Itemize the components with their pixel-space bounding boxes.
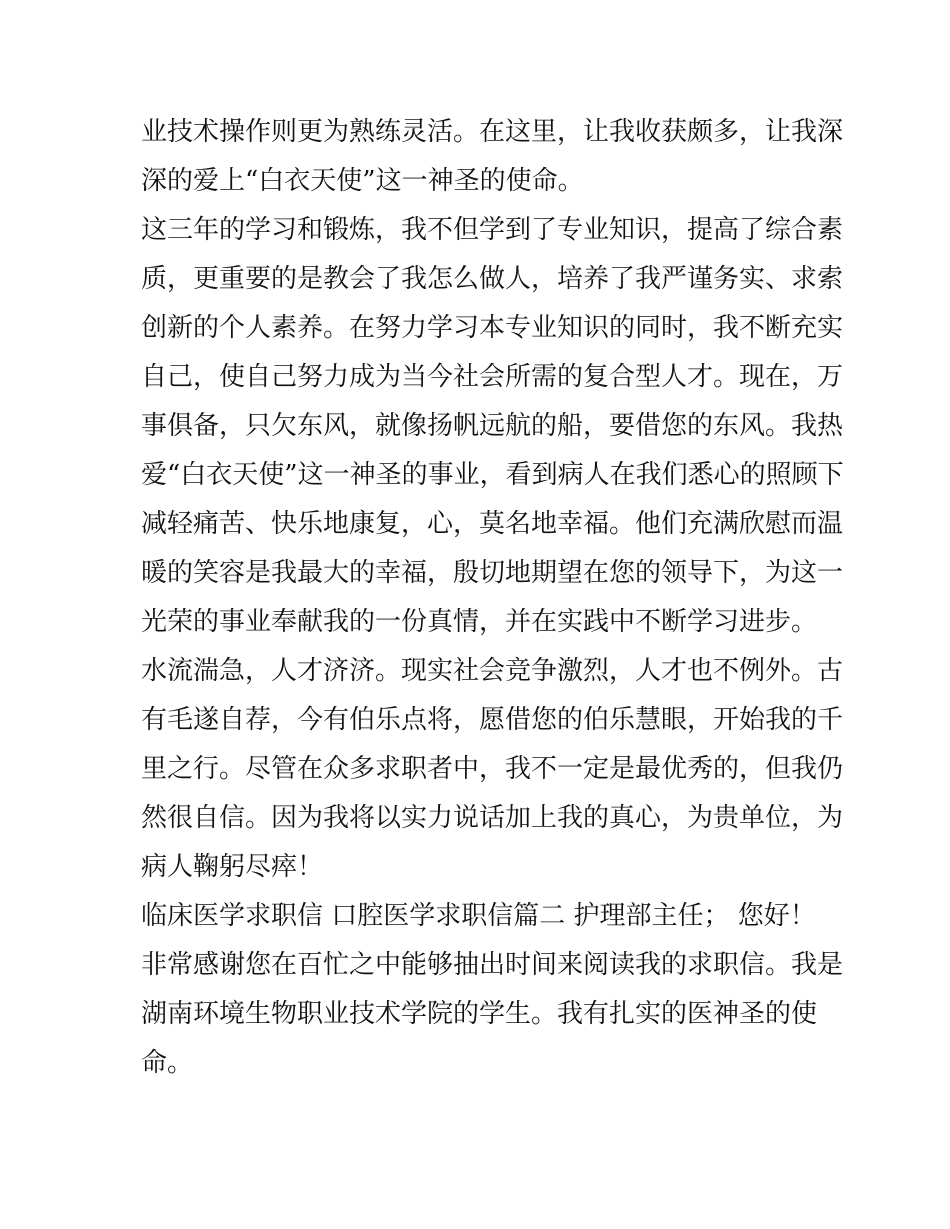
text-line: 创新的个人素养。在努力学习本专业知识的同时，我不断充实 — [141, 313, 844, 343]
text-line: 非常感谢您在百忙之中能够抽出时间来阅读我的求职信。我是 — [141, 950, 844, 980]
section-heading-line: 临床医学求职信 口腔医学求职信篇二 护理部主任； 您好！ — [141, 901, 816, 931]
text-line: 水流湍急，人才济济。现实社会竞争激烈，人才也不例外。古 — [141, 656, 844, 686]
text-line: 湖南环境生物职业技术学院的学生。我有扎实的医神圣的使 — [141, 999, 818, 1029]
text-line: 深的爱上“白衣天使”这一神圣的使命。 — [141, 166, 584, 196]
text-line: 这三年的学习和锻炼，我不但学到了专业知识，提高了综合素 — [141, 215, 844, 245]
text-line: 业技术操作则更为熟练灵活。在这里，让我收获颇多，让我深 — [141, 117, 844, 147]
text-line: 暖的笑容是我最大的幸福，殷切地期望在您的领导下，为这一 — [141, 558, 844, 588]
text-line: 然很自信。因为我将以实力说话加上我的真心，为贵单位，为 — [141, 803, 844, 833]
body-text — [141, 108, 844, 1088]
text-line: 减轻痛苦、快乐地康复，心，莫名地幸福。他们充满欣慰而温 — [141, 509, 844, 539]
text-line: 有毛遂自荐，今有伯乐点将，愿借您的伯乐慧眼，开始我的千 — [141, 705, 844, 735]
text-line: 病人鞠躬尽瘁！ — [141, 852, 324, 882]
text-line: 光荣的事业奉献我的一份真情，并在实践中不断学习进步。 — [141, 607, 818, 637]
text-line: 质，更重要的是教会了我怎么做人，培养了我严谨务实、求索 — [141, 264, 844, 294]
text-line: 自己，使自己努力成为当今社会所需的复合型人才。现在，万 — [141, 362, 844, 392]
text-line: 事俱备，只欠东风，就像扬帆远航的船，要借您的东风。我热 — [141, 411, 844, 441]
text-line: 里之行。尽管在众多求职者中，我不一定是最优秀的，但我仍 — [141, 754, 844, 784]
text-line: 命。 — [141, 1048, 194, 1078]
text-line: 爱“白衣天使”这一神圣的事业，看到病人在我们悉心的照顾下 — [141, 460, 844, 490]
